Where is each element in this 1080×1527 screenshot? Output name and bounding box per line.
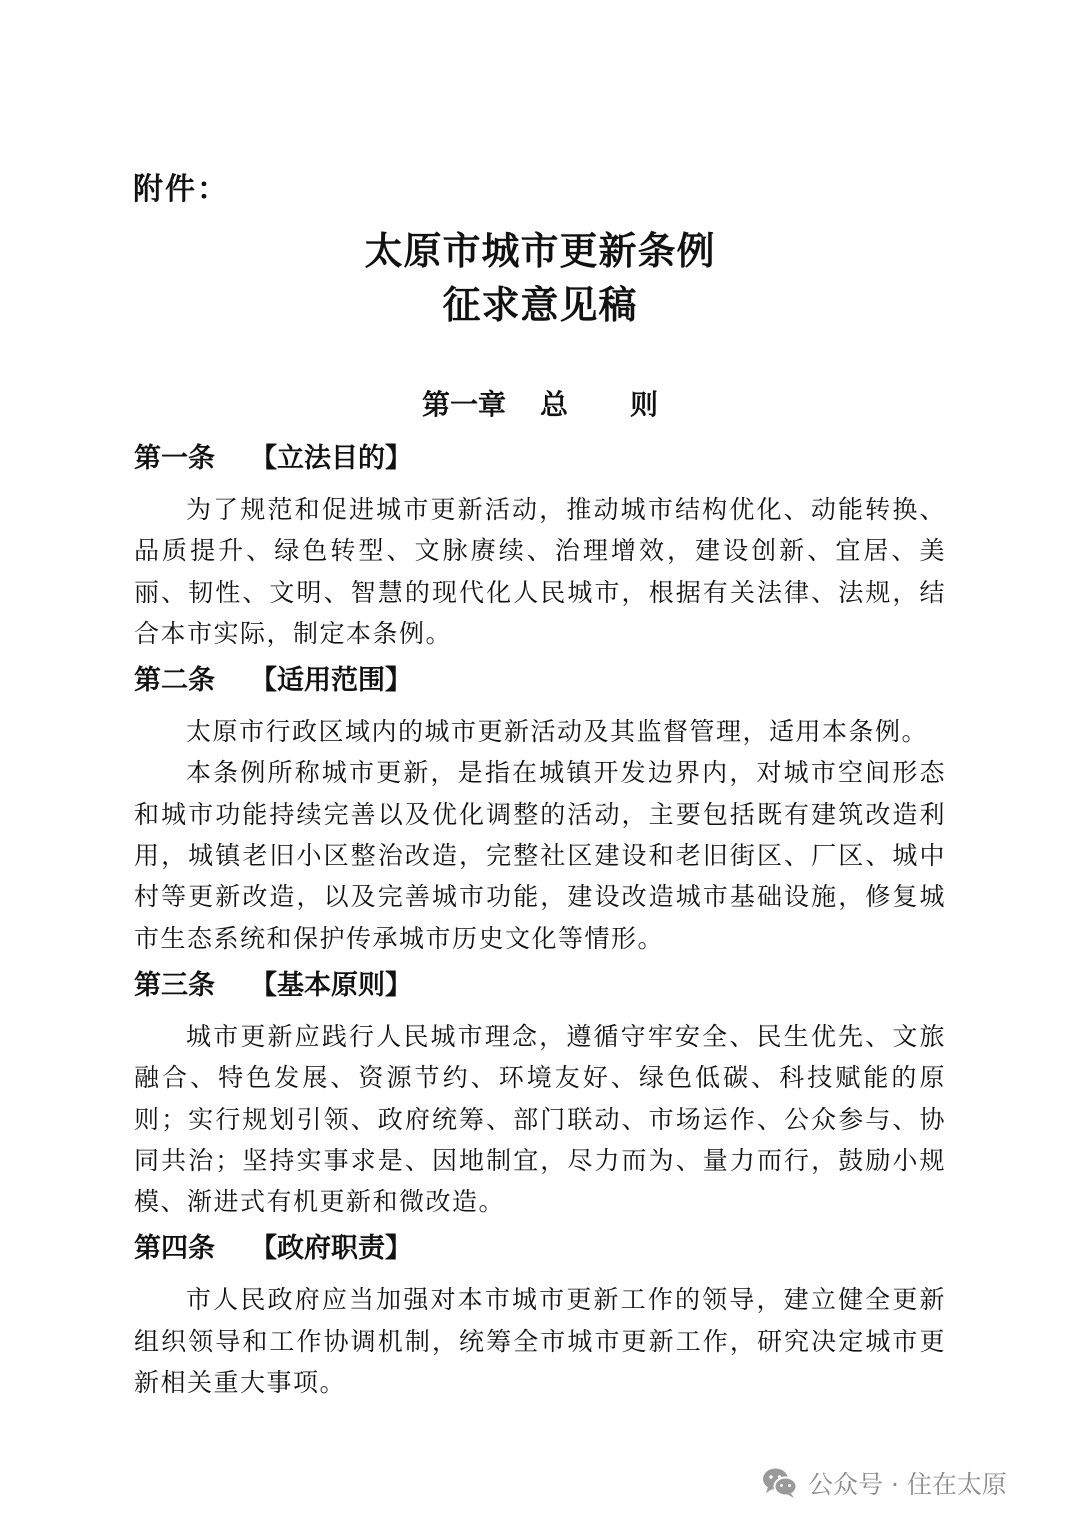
document-subtitle: 征求意见稿 xyxy=(442,283,638,327)
document-title: 太原市城市更新条例 xyxy=(364,229,716,273)
article-number: 第四条 xyxy=(134,1233,215,1265)
article-heading xyxy=(134,660,946,702)
article-4 xyxy=(134,1228,946,1403)
chapter-title-char-2: 则 xyxy=(630,388,659,421)
article-number: 第二条 xyxy=(134,665,215,697)
article-title: 【适用范围】 xyxy=(250,665,412,697)
article-paragraph: 城市更新应践行人民城市理念，遵循守牢安全、民生优先、文旅融合、特色发展、资源节约、环境友好、绿色低碳、科技赋能的原则；实行规划引领、政府统筹、部门联动、市场运作、公众参与、协同共治；坚持实事求是、因地制宜，尽力而为、量力而行，鼓励小规模、渐进式有机更新和微改造。 xyxy=(134,1021,946,1217)
article-paragraph: 市人民政府应当加强对本市城市更新工作的领导，建立健全更新组织领导和工作协调机制，统筹全市城市更新工作，研究决定城市更新相关重大事项。 xyxy=(134,1285,946,1398)
article-number: 第三条 xyxy=(134,969,215,1001)
article-3 xyxy=(134,965,946,1222)
article-paragraph: 本条例所称城市更新，是指在城镇开发边界内，对城市空间形态和城市功能持续完善以及优化调整的活动，主要包括既有建筑改造利用，城镇老旧小区整治改造，完整社区建设和老旧街区、厂区、城中村等更新改造，以及完善城市功能，建设改造城市基础设施，修复城市生态系统和保护传承城市历史文化等情形。 xyxy=(134,758,946,953)
chapter-heading xyxy=(0,383,1080,423)
article-heading xyxy=(134,1228,946,1270)
article-paragraph: 太原市行政区域内的城市更新活动及其监督管理，适用本条例。 xyxy=(186,717,929,747)
watermark-text: 公众号 · 住在太原 xyxy=(808,1470,1007,1499)
wechat-icon xyxy=(762,1467,798,1499)
article-paragraph: 为了规范和促进城市更新活动，推动城市结构优化、动能转换、品质提升、绿色转型、文脉赓续、治理增效，建设创新、宜居、美丽、韧性、文明、智慧的现代化人民城市，根据有关法律、法规，结合本市实际，制定本条例。 xyxy=(134,495,946,648)
article-1 xyxy=(134,438,946,654)
watermark xyxy=(762,1461,1007,1505)
article-2 xyxy=(134,660,946,959)
article-title: 【政府职责】 xyxy=(250,1233,412,1265)
chapter-number: 第一章 xyxy=(421,388,506,421)
article-heading xyxy=(134,438,946,480)
document-body xyxy=(134,438,946,1403)
article-number: 第一条 xyxy=(134,443,215,474)
attachment-label: 附件： xyxy=(133,172,229,207)
chapter-title-char-1: 总 xyxy=(539,388,568,421)
article-title: 【基本原则】 xyxy=(250,969,412,1001)
article-heading xyxy=(134,965,946,1007)
article-title: 【立法目的】 xyxy=(250,443,412,474)
